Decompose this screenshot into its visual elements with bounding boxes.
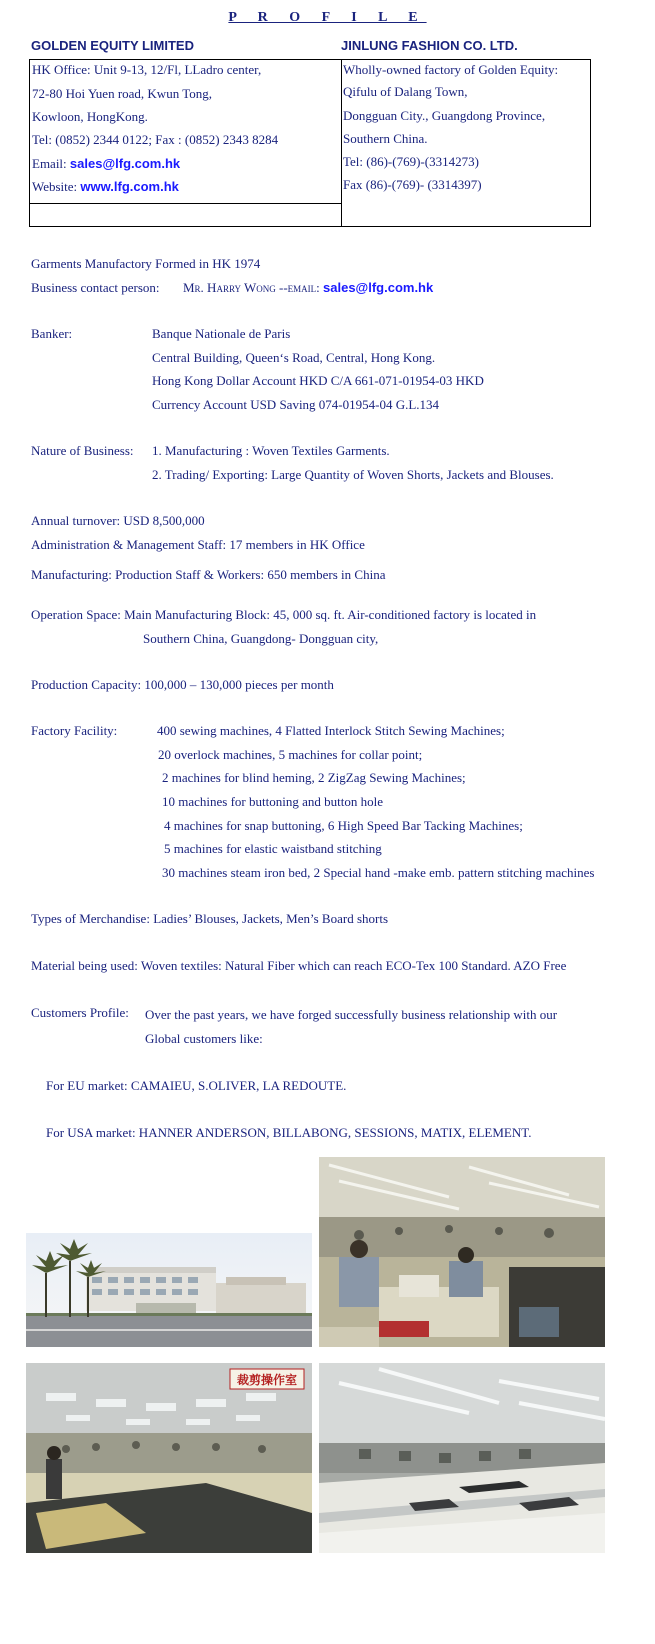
customers-line-1: Over the past years, we have forged successfully business relationship with our bbox=[145, 1007, 558, 1022]
facility-line-4: 10 machines for buttoning and button hole bbox=[162, 794, 383, 809]
production-capacity: Production Capacity: 100,000 – 130,000 pieces per month bbox=[31, 677, 334, 692]
banker-line-2: Central Building, Queen‘s Road, Central, Hong Kong. bbox=[152, 350, 436, 365]
company-left-box-empty-row bbox=[29, 203, 342, 227]
facility-line-3: 2 machines for blind heming, 2 ZigZag Sewing Machines; bbox=[162, 770, 466, 785]
facility-line-5: 4 machines for snap buttoning, 6 High Speed Bar Tacking Machines; bbox=[164, 818, 523, 833]
page-title: P R O F I L E bbox=[228, 10, 427, 25]
left-address-line-3: Kowloon, HongKong. bbox=[32, 109, 148, 124]
left-address-line-2: 72-80 Hoi Yuen road, Kwun Tong, bbox=[32, 86, 212, 101]
email-label: Email: bbox=[32, 156, 70, 171]
turnover: Annual turnover: USD 8,500,000 bbox=[31, 513, 205, 528]
operation-line-2: Southern China, Guangdong- Dongguan city, bbox=[143, 631, 379, 646]
merchandise-types: Types of Merchandise: Ladies’ Blouses, Jackets, Men’s Board shorts bbox=[31, 911, 388, 926]
website-label: Website: bbox=[32, 179, 81, 194]
company-right-name: JINLUNG FASHION CO. LTD. bbox=[341, 38, 518, 53]
nature-line-2: 2. Trading/ Exporting: Large Quantity of Woven Shorts, Jackets and Blouses. bbox=[152, 467, 554, 482]
email-link[interactable]: sales@lfg.com.hk bbox=[69, 156, 181, 171]
material-used: Material being used: Woven textiles: Natural Fiber which can reach ECO-Tex 100 Standard. AZO Free bbox=[31, 958, 567, 973]
contact-email-link[interactable]: sales@lfg.com.hk bbox=[323, 280, 434, 295]
company-left-name: GOLDEN EQUITY LIMITED bbox=[31, 38, 194, 53]
eu-market: For EU market: CAMAIEU, S.OLIVER, LA REDOUTE. bbox=[46, 1078, 347, 1093]
manufacturing-staff: Manufacturing: Production Staff & Workers: 650 members in China bbox=[31, 567, 386, 582]
right-line-3: Dongguan City., Guangdong Province, bbox=[343, 108, 546, 123]
banker-line-1: Banque Nationale de Paris bbox=[152, 326, 291, 341]
production-hall-photo bbox=[319, 1363, 605, 1553]
right-line-1: Wholly-owned factory of Golden Equity: bbox=[343, 62, 559, 77]
nature-line-1: 1. Manufacturing : Woven Textiles Garments. bbox=[152, 443, 390, 458]
left-email-row bbox=[32, 156, 180, 172]
banker-line-3: Hong Kong Dollar Account HKD C/A 661-071-01954-03 HKD bbox=[152, 373, 484, 388]
banker-line-4: Currency Account USD Saving 074-01954-04 G.L.134 bbox=[152, 397, 440, 412]
right-tel: Tel: (86)-(769)-(3314273) bbox=[343, 154, 479, 169]
facility-line-6: 5 machines for elastic waistband stitching bbox=[164, 841, 382, 856]
nature-label: Nature of Business: bbox=[31, 443, 134, 458]
left-tel-fax: Tel: (0852) 2344 0122; Fax : (0852) 2343 8284 bbox=[32, 132, 279, 147]
right-fax: Fax (86)-(769)- (3314397) bbox=[343, 177, 482, 192]
facility-line-7: 30 machines steam iron bed, 2 Special hand -make emb. pattern stitching machines bbox=[162, 865, 595, 880]
formed-text: Garments Manufactory Formed in HK 1974 bbox=[31, 256, 261, 271]
customers-label: Customers Profile: bbox=[31, 1005, 129, 1020]
facility-line-2: 20 overlock machines, 5 machines for collar point; bbox=[158, 747, 423, 762]
right-line-2: Qifulu of Dalang Town, bbox=[343, 84, 468, 99]
usa-market: For USA market: HANNER ANDERSON, BILLABONG, SESSIONS, MATIX, ELEMENT. bbox=[46, 1125, 532, 1140]
cutting-room-photo bbox=[26, 1363, 312, 1553]
left-website-row bbox=[32, 179, 179, 195]
contact-label: Business contact person: bbox=[31, 280, 160, 295]
left-address-line-1: HK Office: Unit 9-13, 12/Fl, LLadro center, bbox=[32, 62, 262, 77]
facility-label: Factory Facility: bbox=[31, 723, 118, 738]
cutting-room-sign: 裁剪操作室 bbox=[236, 1373, 298, 1387]
facility-line-1: 400 sewing machines, 4 Flatted Interlock Stitch Sewing Machines; bbox=[157, 723, 505, 738]
right-line-4: Southern China. bbox=[343, 131, 428, 146]
factory-exterior-photo bbox=[26, 1233, 312, 1347]
operation-line-1: Operation Space: Main Manufacturing Block: 45, 000 sq. ft. Air-conditioned factory is located in bbox=[31, 607, 537, 622]
website-link[interactable]: www.lfg.com.hk bbox=[80, 179, 179, 194]
contact-name: Mr. Harry Wong --email: bbox=[183, 280, 324, 295]
sewing-workers-photo bbox=[319, 1157, 605, 1347]
admin-staff: Administration & Management Staff: 17 members in HK Office bbox=[31, 537, 365, 552]
contact-row bbox=[183, 280, 433, 296]
customers-line-2: Global customers like: bbox=[145, 1031, 263, 1046]
banker-label: Banker: bbox=[31, 326, 73, 341]
